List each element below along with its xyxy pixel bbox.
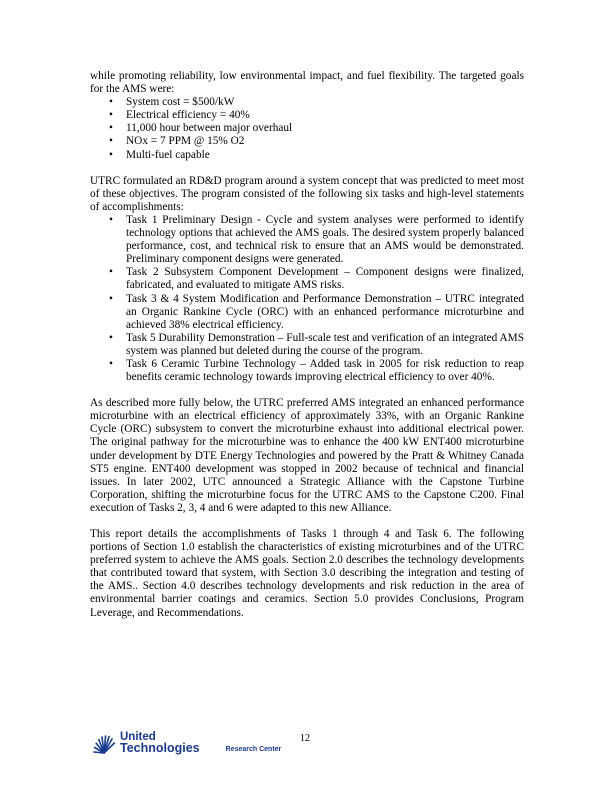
goals-list — [90, 96, 524, 161]
list-item: • Task 3 & 4 System Modification and Performance Demonstration – UTRC integrated an Organic Rankine Cycle (ORC) with an enhanced performance microturbine and achieved 38% electrical efficiency. — [90, 293, 524, 332]
page-number: 12 — [300, 733, 310, 744]
page-footer — [0, 730, 612, 770]
utc-logo — [92, 732, 281, 754]
intro-paragraph: while promoting reliability, low environmental impact, and fuel flexibility. The targeted goals for the AMS were: — [90, 70, 524, 96]
list-item: • Electrical efficiency = 40% — [90, 109, 524, 122]
list-item: • Task 2 Subsystem Component Development – Component designs were finalized, fabricated, and evaluated to mitigate AMS risks. — [90, 266, 524, 292]
paragraph-ams-description: As described more fully below, the UTRC preferred AMS integrated an enhanced performance microturbine with an electrical efficiency of approximately 33%, with an Organic Rankine Cycle (ORC) subsystem to convert the microturbine exhaust into additional electrical power. The original pathway for the microturbine was to enhance the 400 kW ENT400 microturbine under development by DTE Energy Technologies and powered by the Pratt & Whitney Canada ST5 engine. ENT400 development was stopped in 2002 because of technical and financial issues. In later 2002, UTC announced a Strategic Alliance with the Capstone Turbine Corporation, shifting the microturbine focus for the UTRC AMS to the Capstone C200. Final execution of Tasks 2, 3, 4 and 6 were adapted to this new Alliance. — [90, 397, 524, 514]
list-item: • Multi-fuel capable — [90, 149, 524, 162]
research-center-label: Research Center — [225, 746, 282, 753]
list-item: • System cost = $500/kW — [90, 96, 524, 109]
list-item: • Task 5 Durability Demonstration – Full-scale test and verification of an integrated AMS system was planned but deleted during the course of the program. — [90, 332, 524, 358]
page-body — [90, 70, 524, 620]
program-paragraph: UTRC formulated an RD&D program around a system concept that was predicted to meet most of these objectives. The program consisted of the following six tasks and high-level statements of accomplishments: — [90, 174, 524, 213]
paragraph-report-overview: This report details the accomplishments of Tasks 1 through 4 and Task 6. The following portions of Section 1.0 establish the characteristics of existing microturbines and of the UTRC preferred system to achieve the AMS goals. Section 2.0 describes the technology developments that contributed toward that system, with Section 3.0 describing the integration and testing of the AMS.. Section 4.0 describes technology developments and risk reduction in the area of environmental barrier coatings and ceramics. Section 5.0 provides Conclusions, Program Leverage, and Recommendations. — [90, 528, 524, 619]
logo-line2: Technologies — [120, 741, 200, 755]
list-item: • 11,000 hour between major overhaul — [90, 122, 524, 135]
logo-wordmark — [120, 732, 200, 754]
tasks-list — [90, 214, 524, 384]
logo-line1: United — [120, 731, 156, 743]
list-item: • NOx = 7 PPM @ 15% O2 — [90, 135, 524, 148]
sunburst-icon — [92, 732, 116, 754]
list-item: • Task 6 Ceramic Turbine Technology – Added task in 2005 for risk reduction to reap benefits ceramic technology towards improving electrical efficiency to over 40%. — [90, 358, 524, 384]
list-item: • Task 1 Preliminary Design - Cycle and system analyses were performed to identify technology options that achieved the AMS goals. The desired system properly balanced performance, cost, and technical risk to ensure that an AMS would be demonstrated. Preliminary component designs were generated. — [90, 214, 524, 266]
